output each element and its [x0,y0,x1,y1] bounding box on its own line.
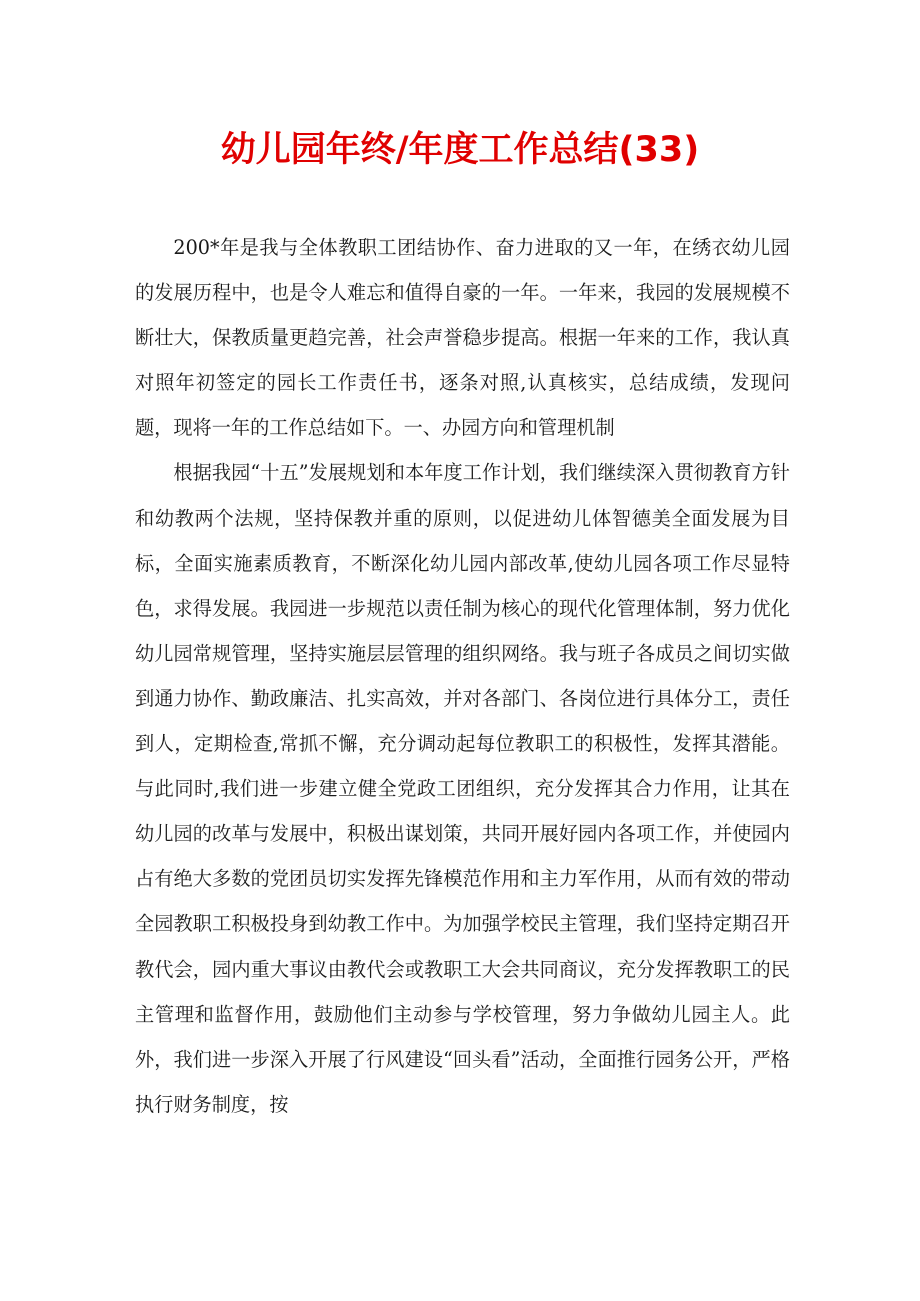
document-title: 幼儿园年终/年度工作总结(33) [220,130,700,170]
paragraph-2: 根据我园“十五”发展规划和本年度工作计划，我们继续深入贯彻教育方针和幼教两个法规，坚持保教并重的原则，以促进幼儿体智德美全面发展为目标，全面实施素质教育，不断深化幼儿园内部改革,使幼儿园各项工作尽显特色，求得发展。我园进一步规范以责任制为核心的现代化管理体制，努力优化幼儿园常规管理，坚持实施层层管理的组织网络。我与班子各成员之间切实做到通力协作、勤政廉洁、扎实高效，并对各部门、各岗位进行具体分工，责任到人，定期检查,常抓不懈，充分调动起每位教职工的积极性，发挥其潜能。与此同时,我们进一步建立健全党政工团组织，充分发挥其合力作用，让其在幼儿园的改革与发展中，积极出谋划策，共同开展好园内各项工作，并使园内占有绝大多数的党团员切实发挥先锋模范作用和主力军作用，从而有效的带动全园教职工积极投身到幼教工作中。为加强学校民主管理，我们坚持定期召开教代会，园内重大事议由教代会或教职工大会共同商议，充分发挥教职工的民主管理和监督作用，鼓励他们主动参与学校管理，努力争做幼儿园主人。此外，我们进一步深入开展了行风建设“回头看”活动，全面推行园务公开，严格执行财务制度，按 [135,461,790,1116]
paragraph-1: 200*年是我与全体教职工团结协作、奋力进取的又一年，在绣衣幼儿园的发展历程中，也是令人难忘和值得自豪的一年。一年来，我园的发展规模不断壮大，保教质量更趋完善，社会声誉稳步提高。根据一年来的工作，我认真对照年初签定的园长工作责任书，逐条对照,认真核实，总结成绩，发现问题，现将一年的工作总结如下。一、办园方向和管理机制 [135,236,790,440]
document-body [135,225,790,1127]
